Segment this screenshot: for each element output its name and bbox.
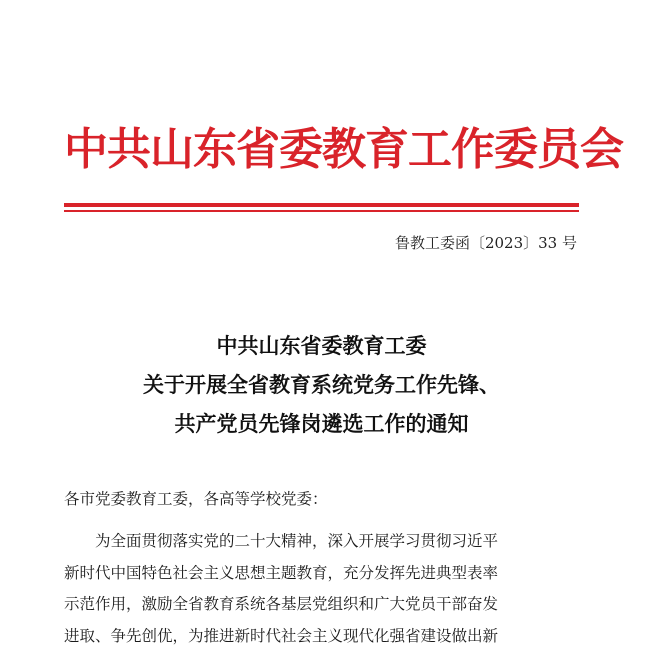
document-title: [64, 326, 579, 443]
header-red-rule-thin: [64, 210, 579, 212]
title-line-1: 中共山东省委教育工委: [216, 333, 427, 358]
header-red-rule-thick: [64, 203, 579, 207]
title-line-2: 关于开展全省教育系统党务工作先锋、: [143, 372, 500, 397]
addressee-line: 各市党委教育工委，各高等学校党委：: [64, 490, 328, 508]
body-line-2: 新时代中国特色社会主义思想主题教育，充分发挥先进典型表率: [64, 563, 499, 582]
body-paragraph: [64, 526, 584, 652]
title-line-3: 共产党员先锋岗遴选工作的通知: [174, 411, 469, 436]
issuing-organization-header: 中共山东省委教育工作委员会: [64, 124, 623, 175]
body-line-1: 为全面贯彻落实党的二十大精神，深入开展学习贯彻习近平: [95, 532, 499, 550]
body-line-4: 进取、争先创优，为推进新时代社会主义现代化强省建设做出新: [64, 626, 499, 645]
body-line-3: 示范作用，激励全省教育系统各基层党组织和广大党员干部奋发: [64, 595, 499, 613]
document-number: 鲁教工委函〔2023〕33 号: [394, 234, 577, 252]
